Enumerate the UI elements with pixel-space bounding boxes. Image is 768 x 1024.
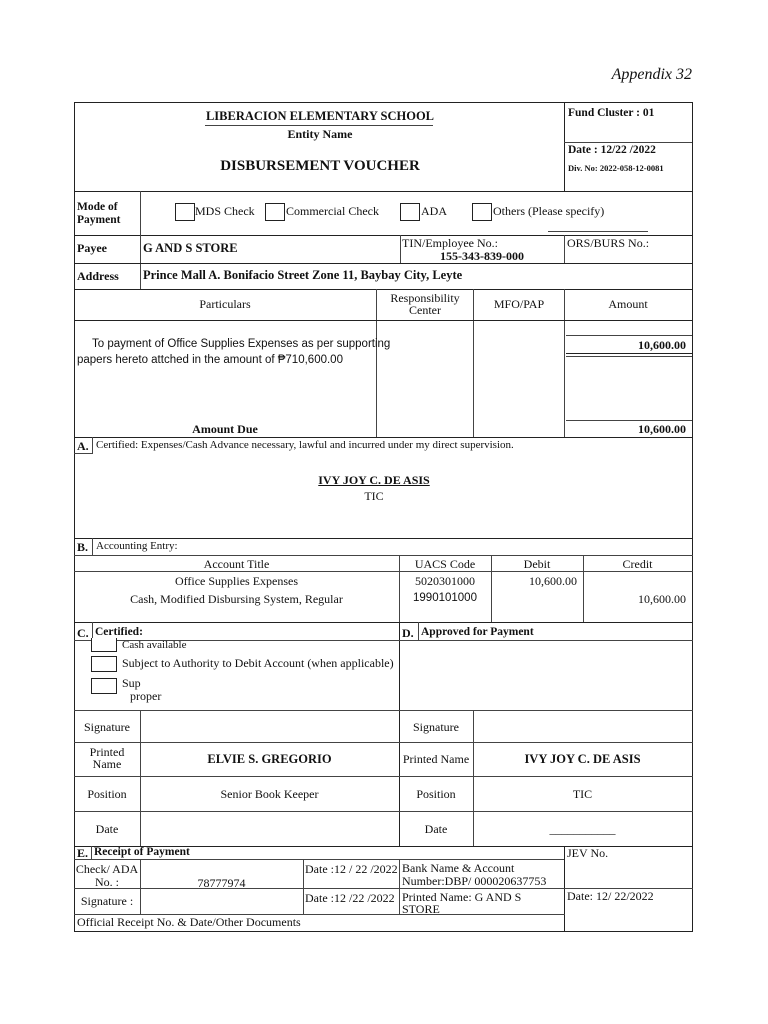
d-position-label: Position (416, 787, 456, 801)
cash-available-checkbox[interactable] (91, 638, 117, 652)
commercial-check-checkbox[interactable] (265, 203, 285, 221)
letter-divider (92, 538, 93, 555)
ors-label: ORS/BURS No.: (567, 236, 650, 250)
c-printed-name: ELVIE S. GREGORIO (207, 752, 332, 766)
entity-name-label: Entity Name (287, 127, 353, 141)
jev-divider (564, 846, 565, 932)
entry-row-1-code: 5020301000 (415, 574, 475, 588)
entry-row-2-credit: 10,600.00 (638, 592, 686, 606)
c-label-divider (140, 710, 141, 846)
jev-date: Date: 12/ 22/2022 (567, 889, 654, 903)
amount-line (566, 356, 692, 357)
section-e-label: Receipt of Payment (94, 846, 190, 858)
fund-cluster-line (564, 142, 692, 143)
authority-debit-checkbox[interactable] (91, 656, 117, 672)
entry-row-2-title: Cash, Modified Disbursing System, Regular (130, 592, 343, 606)
fund-cluster: Fund Cluster : 01 (568, 107, 655, 119)
tin-value: 155-343-839-000 (440, 249, 524, 263)
row-line (74, 776, 693, 777)
cash-available-label: Cash available (122, 639, 187, 651)
check-ada-label: Check/ ADA No. : (75, 862, 139, 889)
particulars-header: Particulars (199, 297, 251, 311)
row-line (74, 289, 693, 290)
receipt-date-2: Date :12 /22 /2022 (305, 891, 395, 905)
section-a-letter: A. (77, 439, 89, 453)
section-c-letter: C. (77, 626, 89, 640)
responsibility-center-header: Responsibility Center (390, 291, 460, 317)
ors-divider (564, 235, 565, 263)
particulars-text-line2: papers hereto attched in the amount of ₱710,600.00 (77, 354, 343, 366)
section-a-text: Certified: Expenses/Cash Advance necessary, lawful and incurred under my direct supervision. (96, 439, 514, 451)
letter-divider (418, 622, 419, 640)
particulars-amount: 10,600.00 (638, 338, 686, 352)
commercial-check-label: Commercial Check (286, 204, 379, 218)
voucher-title: DISBURSEMENT VOUCHER (220, 158, 420, 174)
section-a-name: IVY JOY C. DE ASIS (318, 473, 430, 487)
section-b-letter: B. (77, 540, 89, 554)
row-line (74, 320, 693, 321)
debit-header: Debit (523, 557, 551, 571)
row-line (74, 710, 693, 711)
d-position: TIC (572, 787, 593, 801)
payee-value: G AND S STORE (143, 241, 238, 255)
receipt-date-1: Date :12 / 22 /2022 (305, 862, 398, 876)
mode-divider (140, 191, 141, 235)
jev-label: JEV No. (567, 846, 609, 860)
c-signature-label: Signature (84, 720, 130, 734)
section-a-position: TIC (364, 489, 384, 503)
row-line (74, 437, 693, 438)
section-b-label: Accounting Entry: (96, 540, 178, 552)
row-line (74, 811, 693, 812)
letter-divider (92, 437, 93, 453)
school-name: LIBERACION ELEMENTARY SCHOOL (205, 109, 435, 123)
row-line (74, 263, 693, 264)
section-c-label: Certified: (95, 626, 143, 638)
row-line (74, 191, 693, 192)
others-checkbox[interactable] (472, 203, 492, 221)
c-date-label: Date (95, 822, 119, 836)
credit-header: Credit (622, 557, 653, 571)
d-printed-name: IVY JOY C. DE ASIS (524, 752, 641, 766)
row-line (74, 742, 693, 743)
address-label: Address (77, 269, 119, 283)
c-position: Senior Book Keeper (220, 787, 319, 801)
receipt-printed-name: Printed Name: G AND S STORE (402, 890, 522, 916)
e-bank-divider (399, 859, 400, 914)
account-title-header: Account Title (203, 557, 270, 571)
d-date-value: ___________ (549, 822, 616, 836)
amount-due-line (566, 420, 692, 421)
official-receipt-label: Official Receipt No. & Date/Other Documents (77, 915, 301, 929)
authority-debit-label: Subject to Authority to Debit Account (when applicable) (122, 656, 394, 670)
amount-line (566, 353, 692, 354)
row-line (74, 538, 693, 539)
voucher-date: Date : 12/22 /2022 (568, 144, 656, 156)
row-line (74, 555, 693, 556)
others-label: Others (Please specify) (493, 204, 605, 218)
ada-checkbox[interactable] (400, 203, 420, 221)
header-divider (564, 102, 565, 192)
frame-bottom (74, 931, 693, 932)
amount-header: Amount (608, 297, 648, 311)
c-printed-name-label: Printed Name (89, 745, 125, 771)
amount-due-value: 10,600.00 (638, 422, 686, 436)
supporting-docs-label-2: proper (130, 689, 162, 703)
section-d-label: Approved for Payment (421, 626, 534, 638)
letter-divider (91, 846, 92, 859)
frame-top (74, 102, 693, 103)
payee-label: Payee (77, 241, 107, 255)
section-d-letter: D. (402, 626, 414, 640)
address-value: Prince Mall A. Bonifacio Street Zone 11, Baybay City, Leyte (143, 268, 463, 282)
d-printed-name-label: Printed Name (402, 752, 470, 766)
supporting-docs-checkbox[interactable] (91, 678, 117, 694)
particulars-text-line1: To payment of Office Supplies Expenses as per supporting (92, 338, 391, 350)
resp-divider (376, 289, 377, 437)
appendix-label: Appendix 32 (611, 66, 692, 83)
tin-label: TIN/Employee No.: (402, 236, 498, 250)
mds-check-label: MDS Check (195, 204, 255, 218)
frame-right (692, 102, 693, 932)
d-date-label: Date (424, 822, 448, 836)
row-line (74, 571, 693, 572)
dv-number: Div. No: 2022-058-12-0081 (568, 163, 664, 173)
section-e-letter: E. (77, 846, 89, 860)
bank-account: Bank Name & Account Number:DBP/ 000020637753 (402, 861, 547, 888)
frame-left (74, 102, 75, 932)
receipt-signature-label: Signature : (80, 894, 134, 908)
e-date-divider (303, 859, 304, 914)
c-position-label: Position (87, 787, 127, 801)
uacs-header: UACS Code (414, 557, 476, 571)
entry-row-1-debit: 10,600.00 (529, 574, 577, 588)
others-specify-line (548, 231, 648, 232)
amount-line (566, 335, 692, 336)
mds-check-checkbox[interactable] (175, 203, 195, 221)
label-divider (140, 235, 141, 289)
entry-row-2-code: 1990101000 (413, 592, 477, 604)
check-ada-number: 78777974 (197, 876, 246, 890)
row-line (74, 859, 565, 860)
school-underline (205, 125, 433, 126)
letter-box-bottom (74, 453, 93, 454)
row-line (74, 622, 693, 623)
mode-of-payment-label: Mode of Payment (77, 201, 121, 226)
entry-row-1-title: Office Supplies Expenses (174, 574, 299, 588)
supporting-docs-label: Sup (122, 676, 141, 690)
mfo-pap-header: MFO/PAP (493, 297, 545, 311)
ada-label: ADA (421, 204, 447, 218)
amount-due-label: Amount Due (192, 422, 258, 436)
d-signature-label: Signature (413, 720, 459, 734)
